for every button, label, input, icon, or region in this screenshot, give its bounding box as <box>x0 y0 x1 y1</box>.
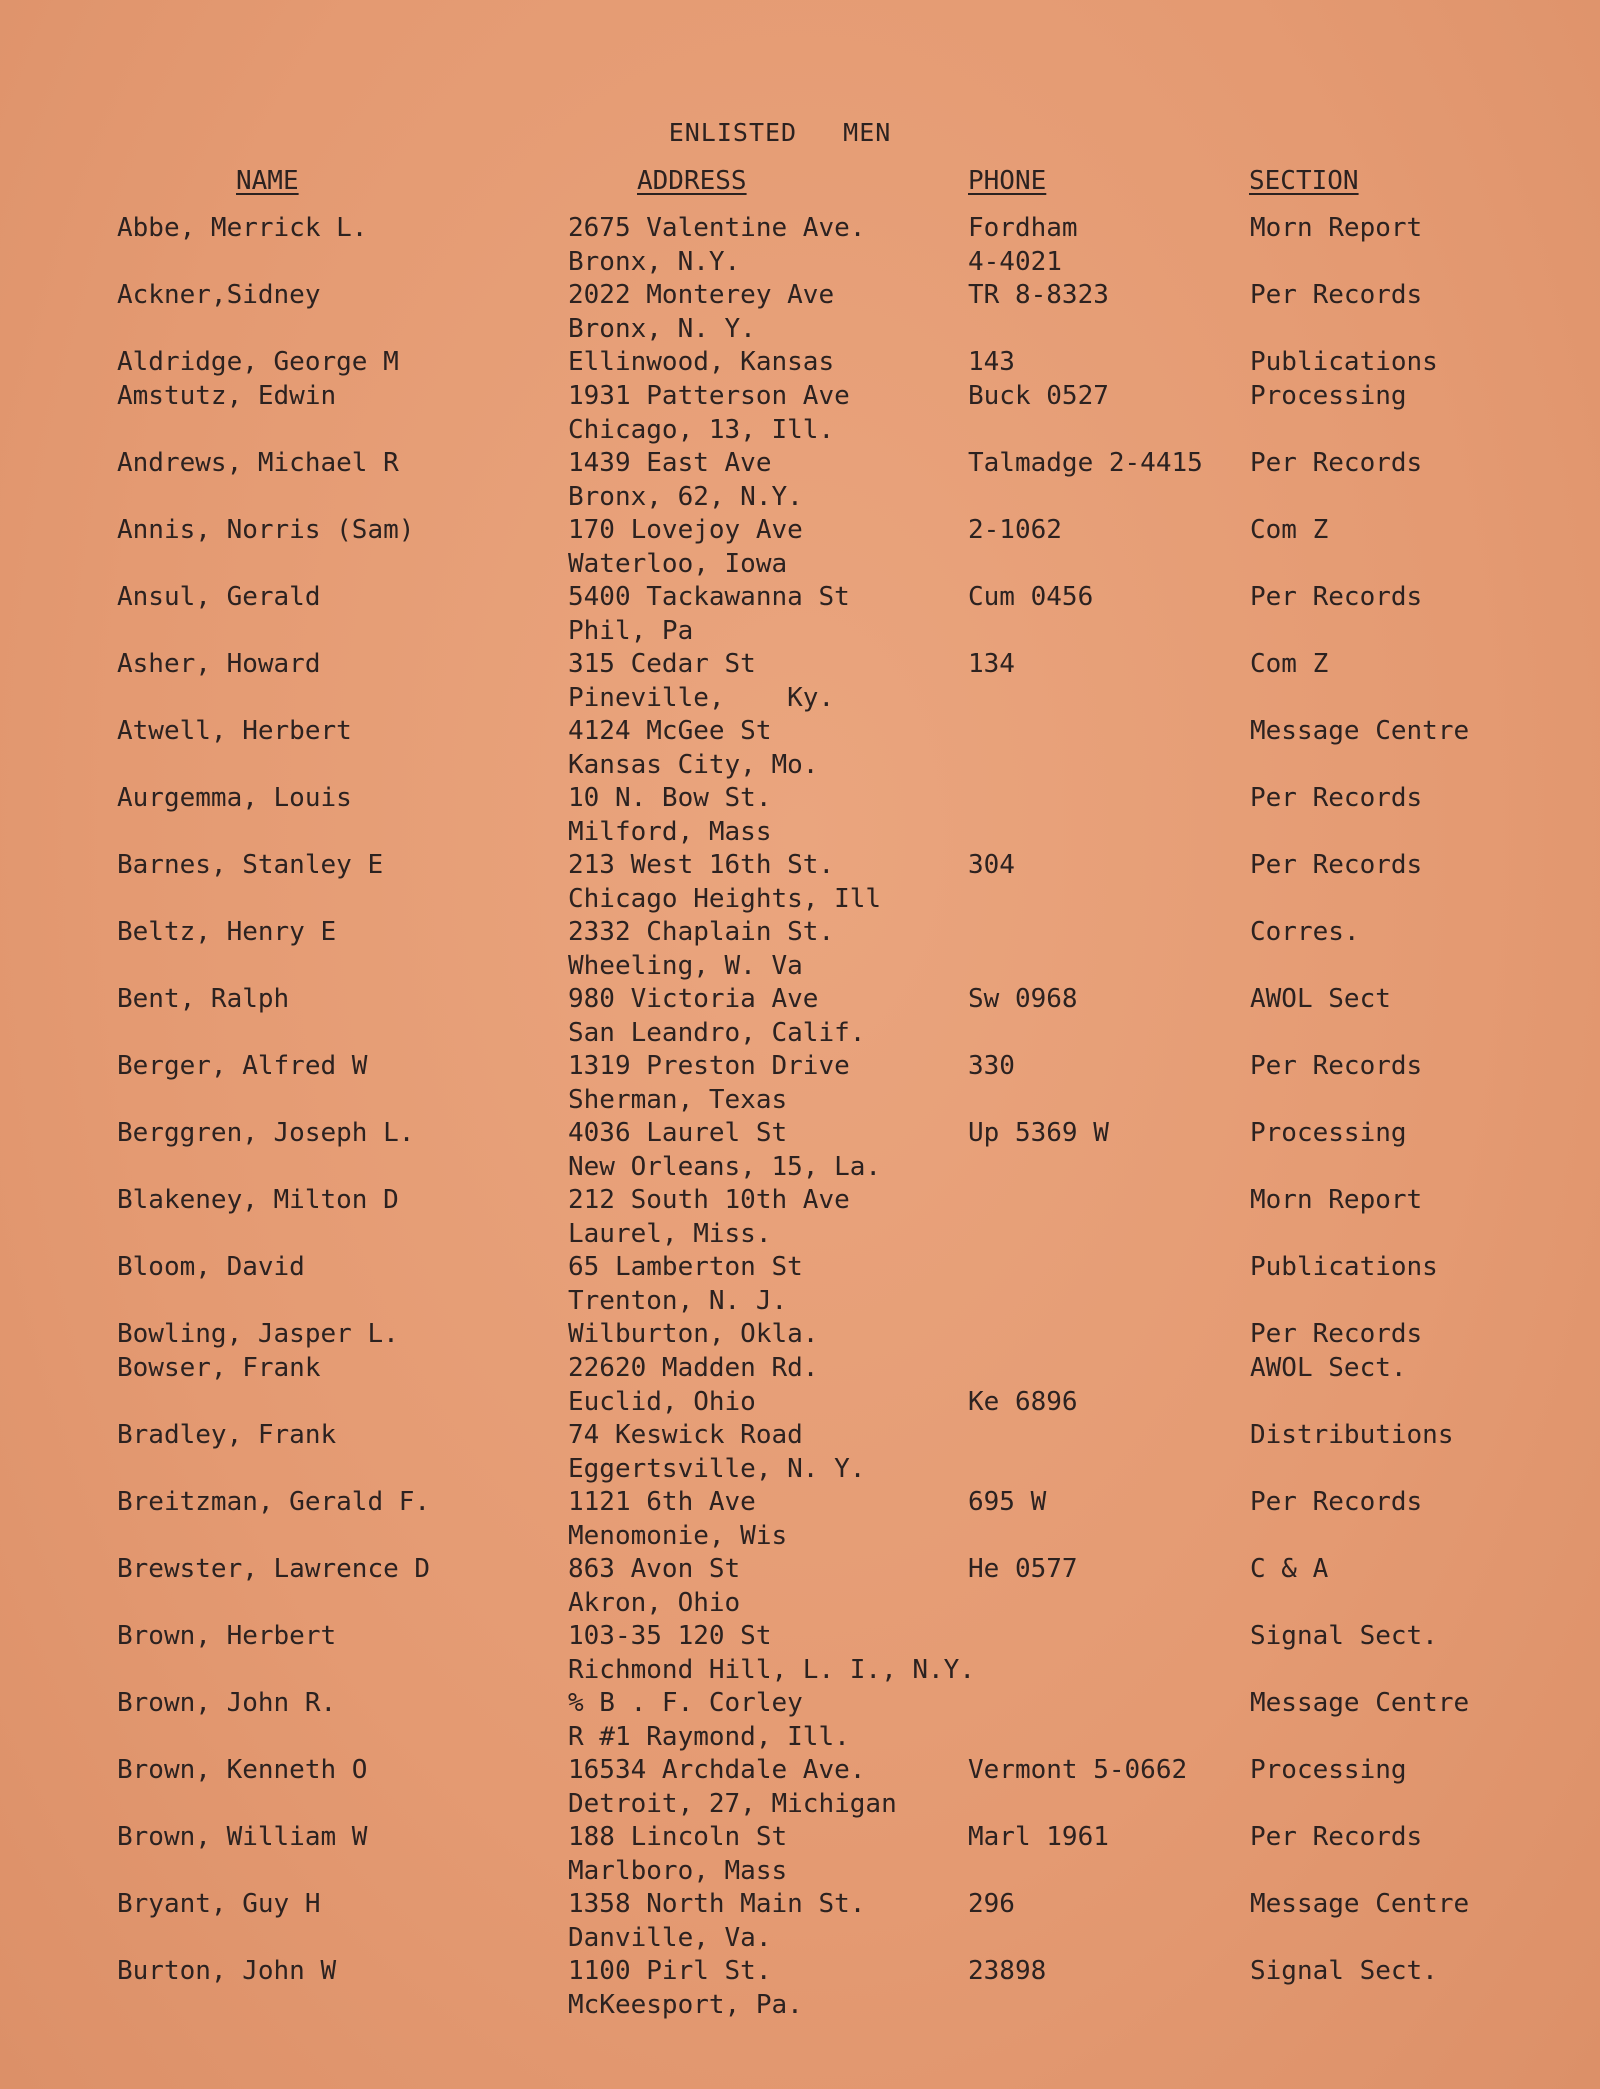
entry-section: Morn Report <box>1250 213 1423 243</box>
entry-section: Per Records <box>1250 1319 1423 1349</box>
roster-entry <box>0 345 1600 379</box>
entry-name: Aurgemma, Louis <box>117 783 352 813</box>
entry-section: Message Centre <box>1250 1688 1470 1718</box>
roster-entry <box>0 1753 1600 1820</box>
entry-address <box>568 1485 787 1553</box>
entry-name: Blakeney, Milton D <box>117 1185 399 1215</box>
phone-line: Buck 0527 <box>968 381 1109 411</box>
header-name: NAME <box>236 166 299 196</box>
entry-section: Processing <box>1250 1118 1407 1148</box>
header-phone: PHONE <box>968 166 1047 196</box>
roster-entry <box>0 647 1600 714</box>
address-line: 213 West 16th St. <box>568 850 835 880</box>
address-line: 2675 Valentine Ave. <box>568 213 866 243</box>
entry-phone <box>968 1552 1078 1586</box>
phone-line: Sw 0968 <box>968 984 1078 1014</box>
entry-address <box>568 1552 740 1620</box>
entry-section: Processing <box>1250 1755 1407 1785</box>
entry-phone <box>968 345 1015 379</box>
address-line: Phil, Pa <box>568 616 694 646</box>
entry-section: Distributions <box>1250 1420 1454 1450</box>
phone-line: Marl 1961 <box>968 1822 1109 1852</box>
column-headers <box>0 166 1600 202</box>
address-line: Euclid, Ohio <box>568 1387 756 1417</box>
address-line: Chicago Heights, Ill <box>568 884 882 914</box>
entry-address <box>568 1619 975 1687</box>
entry-name: Asher, Howard <box>117 649 321 679</box>
entry-name: Atwell, Herbert <box>117 716 352 746</box>
roster-entry <box>0 379 1600 446</box>
roster-entry <box>0 915 1600 982</box>
address-line: Waterloo, Iowa <box>568 549 788 579</box>
entry-name: Burton, John W <box>117 1956 337 1986</box>
entry-address <box>568 714 818 782</box>
entry-name: Brown, John R. <box>117 1688 337 1718</box>
address-line: 10 N. Bow St. <box>568 783 772 813</box>
entry-address <box>568 1887 865 1955</box>
address-line: R #1 Raymond, Ill. <box>568 1722 850 1752</box>
entry-name: Barnes, Stanley E <box>117 850 384 880</box>
entry-name: Ackner,Sidney <box>117 280 321 310</box>
entry-phone <box>968 1049 1015 1083</box>
phone-line: 304 <box>968 850 1015 880</box>
entry-section: Com Z <box>1250 649 1329 679</box>
address-line: 315 Cedar St <box>568 649 756 679</box>
address-line: Akron, Ohio <box>568 1588 741 1618</box>
phone-line: 134 <box>968 649 1015 679</box>
entry-phone <box>968 647 1015 681</box>
entry-address <box>568 1686 850 1754</box>
roster-entry <box>0 1116 1600 1183</box>
address-line: 103-35 120 St <box>568 1621 772 1651</box>
entry-name: Bloom, David <box>117 1252 305 1282</box>
roster-entry <box>0 1820 1600 1887</box>
entry-name: Abbe, Merrick L. <box>117 213 368 243</box>
entry-name: Bowling, Jasper L. <box>117 1319 399 1349</box>
page-title: ENLISTED MEN <box>668 118 892 147</box>
entry-address <box>568 1250 803 1318</box>
header-section: SECTION <box>1249 166 1359 196</box>
address-line: 5400 Tackawanna St <box>568 582 850 612</box>
address-line: 212 South 10th Ave <box>568 1185 850 1215</box>
entry-phone <box>968 1485 1046 1519</box>
entry-phone <box>968 1954 1046 1988</box>
entry-name: Bowser, Frank <box>117 1353 321 1383</box>
entry-address <box>568 1183 850 1251</box>
roster-entry <box>0 1183 1600 1250</box>
address-line: New Orleans, 15, La. <box>568 1152 882 1182</box>
entry-address <box>568 446 803 514</box>
roster-entry <box>0 781 1600 848</box>
phone-line: Ke 6896 <box>968 1387 1078 1417</box>
address-line: Wilburton, Okla. <box>568 1319 819 1349</box>
phone-line: 296 <box>968 1889 1015 1919</box>
entry-section: Com Z <box>1250 515 1329 545</box>
roster-entry <box>0 513 1600 580</box>
entry-phone <box>968 1887 1015 1921</box>
address-line: Trenton, N. J. <box>568 1286 788 1316</box>
entry-name: Bryant, Guy H <box>117 1889 321 1919</box>
address-line: 1121 6th Ave <box>568 1487 756 1517</box>
phone-line: Up 5369 W <box>968 1118 1109 1148</box>
phone-line: Vermont 5-0662 <box>968 1755 1188 1785</box>
entry-name: Berger, Alfred W <box>117 1051 368 1081</box>
roster-entry <box>0 1418 1600 1485</box>
address-line: Bronx, 62, N.Y. <box>568 482 803 512</box>
address-line: 188 Lincoln St <box>568 1822 788 1852</box>
roster-entry <box>0 1619 1600 1686</box>
entry-address <box>568 1317 818 1351</box>
address-line: 1931 Patterson Ave <box>568 381 850 411</box>
entry-section: Per Records <box>1250 280 1423 310</box>
address-line: 22620 Madden Rd. <box>568 1353 819 1383</box>
entry-section: Per Records <box>1250 448 1423 478</box>
entry-address <box>568 379 850 447</box>
roster-entry <box>0 982 1600 1049</box>
roster-entry <box>0 1317 1600 1351</box>
address-line: McKeesport, Pa. <box>568 1990 803 2020</box>
phone-line: 143 <box>968 347 1015 377</box>
phone-line: Cum 0456 <box>968 582 1094 612</box>
entry-address <box>568 982 865 1050</box>
address-line: 170 Lovejoy Ave <box>568 515 803 545</box>
entry-phone <box>968 446 1203 480</box>
address-line: 4036 Laurel St <box>568 1118 788 1148</box>
entry-name: Annis, Norris (Sam) <box>117 515 415 545</box>
roster-entry <box>0 1250 1600 1317</box>
entry-address <box>568 647 834 715</box>
address-line: 1319 Preston Drive <box>568 1051 850 1081</box>
entry-address <box>568 1820 787 1888</box>
roster-entry <box>0 278 1600 345</box>
address-line: Bronx, N. Y. <box>568 314 756 344</box>
address-line: Eggertsville, N. Y. <box>568 1454 866 1484</box>
entry-name: Amstutz, Edwin <box>117 381 337 411</box>
entry-section: Per Records <box>1250 1051 1423 1081</box>
entry-address <box>568 278 834 346</box>
entry-phone <box>968 1753 1187 1787</box>
entry-phone <box>968 1351 1078 1419</box>
address-line: Detroit, 27, Michigan <box>568 1789 897 1819</box>
entry-address <box>568 1418 865 1486</box>
address-line: 74 Keswick Road <box>568 1420 803 1450</box>
entry-address <box>568 1753 897 1821</box>
roster-entry <box>0 848 1600 915</box>
address-line: Sherman, Texas <box>568 1085 788 1115</box>
phone-line <box>968 1351 1078 1385</box>
entry-name: Bent, Ralph <box>117 984 290 1014</box>
entry-section: Per Records <box>1250 783 1423 813</box>
address-line: 1100 Pirl St. <box>568 1956 772 1986</box>
address-line: Milford, Mass <box>568 817 772 847</box>
entry-phone <box>968 379 1109 413</box>
entry-section: Per Records <box>1250 1487 1423 1517</box>
phone-line: Talmadge 2-4415 <box>968 448 1203 478</box>
roster-entry <box>0 446 1600 513</box>
address-line: 980 Victoria Ave <box>568 984 819 1014</box>
phone-line: TR 8-8323 <box>968 280 1109 310</box>
entry-section: Signal Sect. <box>1250 1621 1438 1651</box>
address-line: 65 Lamberton St <box>568 1252 803 1282</box>
phone-line: 2-1062 <box>968 515 1062 545</box>
entry-section: C & A <box>1250 1554 1329 1584</box>
entry-name: Aldridge, George M <box>117 347 399 377</box>
entry-name: Brown, Kenneth O <box>117 1755 368 1785</box>
entry-address <box>568 211 865 279</box>
entry-name: Breitzman, Gerald F. <box>117 1487 431 1517</box>
phone-line: 695 W <box>968 1487 1047 1517</box>
entry-address <box>568 513 803 581</box>
entry-address <box>568 1954 803 2022</box>
entry-phone <box>968 580 1093 614</box>
address-line: Ellinwood, Kansas <box>568 347 835 377</box>
address-line: 2332 Chaplain St. <box>568 917 835 947</box>
roster-entry <box>0 1887 1600 1954</box>
address-line: Wheeling, W. Va <box>568 951 803 981</box>
entry-address <box>568 345 834 379</box>
address-line: 4124 McGee St <box>568 716 772 746</box>
roster-entry <box>0 1351 1600 1418</box>
address-line: Danville, Va. <box>568 1923 772 1953</box>
phone-line: He 0577 <box>968 1554 1078 1584</box>
address-line: Menomonie, Wis <box>568 1521 788 1551</box>
address-line: Pineville, Ky. <box>568 683 835 713</box>
entry-section: Corres. <box>1250 917 1360 947</box>
address-line: 2022 Monterey Ave <box>568 280 835 310</box>
phone-line: 4-4021 <box>968 247 1062 277</box>
entry-section: Processing <box>1250 381 1407 411</box>
address-line: Richmond Hill, L. I., N.Y. <box>568 1655 975 1685</box>
address-line: Marlboro, Mass <box>568 1856 788 1886</box>
entry-address <box>568 1116 881 1184</box>
header-address: ADDRESS <box>637 166 747 196</box>
entry-section: Message Centre <box>1250 1889 1470 1919</box>
roster-entry <box>0 714 1600 781</box>
entry-address <box>568 915 834 983</box>
entry-phone <box>968 513 1062 547</box>
phone-line: 23898 <box>968 1956 1047 1986</box>
roster-entry <box>0 1485 1600 1552</box>
entry-section: Publications <box>1250 347 1438 377</box>
entry-section: Per Records <box>1250 582 1423 612</box>
address-line: % B . F. Corley <box>568 1688 803 1718</box>
entry-name: Bradley, Frank <box>117 1420 337 1450</box>
entry-phone <box>968 278 1109 312</box>
address-line: Kansas City, Mo. <box>568 750 819 780</box>
entry-phone <box>968 848 1015 882</box>
roster-entry <box>0 1552 1600 1619</box>
phone-line: Fordham <box>968 213 1078 243</box>
entry-address <box>568 781 772 849</box>
address-line: Bronx, N.Y. <box>568 247 741 277</box>
entry-section: Per Records <box>1250 850 1423 880</box>
entry-address <box>568 580 850 648</box>
roster-entry <box>0 1686 1600 1753</box>
entry-name: Brewster, Lawrence D <box>117 1554 431 1584</box>
phone-line: 330 <box>968 1051 1015 1081</box>
entry-phone <box>968 211 1078 279</box>
roster-entry <box>0 211 1600 278</box>
entry-name: Brown, Herbert <box>117 1621 337 1651</box>
address-line: Chicago, 13, Ill. <box>568 415 835 445</box>
roster-list <box>0 211 1600 2021</box>
address-line: Laurel, Miss. <box>568 1219 772 1249</box>
address-line: 16534 Archdale Ave. <box>568 1755 866 1785</box>
entry-phone <box>968 1820 1109 1854</box>
entry-address <box>568 1351 818 1419</box>
address-line: San Leandro, Calif. <box>568 1018 866 1048</box>
entry-name: Ansul, Gerald <box>117 582 321 612</box>
roster-entry <box>0 1049 1600 1116</box>
entry-name: Berggren, Joseph L. <box>117 1118 415 1148</box>
entry-address <box>568 848 881 916</box>
roster-entry <box>0 580 1600 647</box>
address-line: 863 Avon St <box>568 1554 741 1584</box>
entry-name: Beltz, Henry E <box>117 917 337 947</box>
entry-section: AWOL Sect. <box>1250 1353 1407 1383</box>
entry-section: AWOL Sect <box>1250 984 1391 1014</box>
address-line: 1358 North Main St. <box>568 1889 866 1919</box>
entry-phone <box>968 1116 1109 1150</box>
entry-section: Morn Report <box>1250 1185 1423 1215</box>
entry-phone <box>968 982 1078 1016</box>
address-line: 1439 East Ave <box>568 448 772 478</box>
entry-section: Message Centre <box>1250 716 1470 746</box>
entry-section: Signal Sect. <box>1250 1956 1438 1986</box>
entry-address <box>568 1049 850 1117</box>
roster-entry <box>0 1954 1600 2021</box>
entry-section: Publications <box>1250 1252 1438 1282</box>
entry-name: Brown, William W <box>117 1822 368 1852</box>
entry-name: Andrews, Michael R <box>117 448 399 478</box>
entry-section: Per Records <box>1250 1822 1423 1852</box>
